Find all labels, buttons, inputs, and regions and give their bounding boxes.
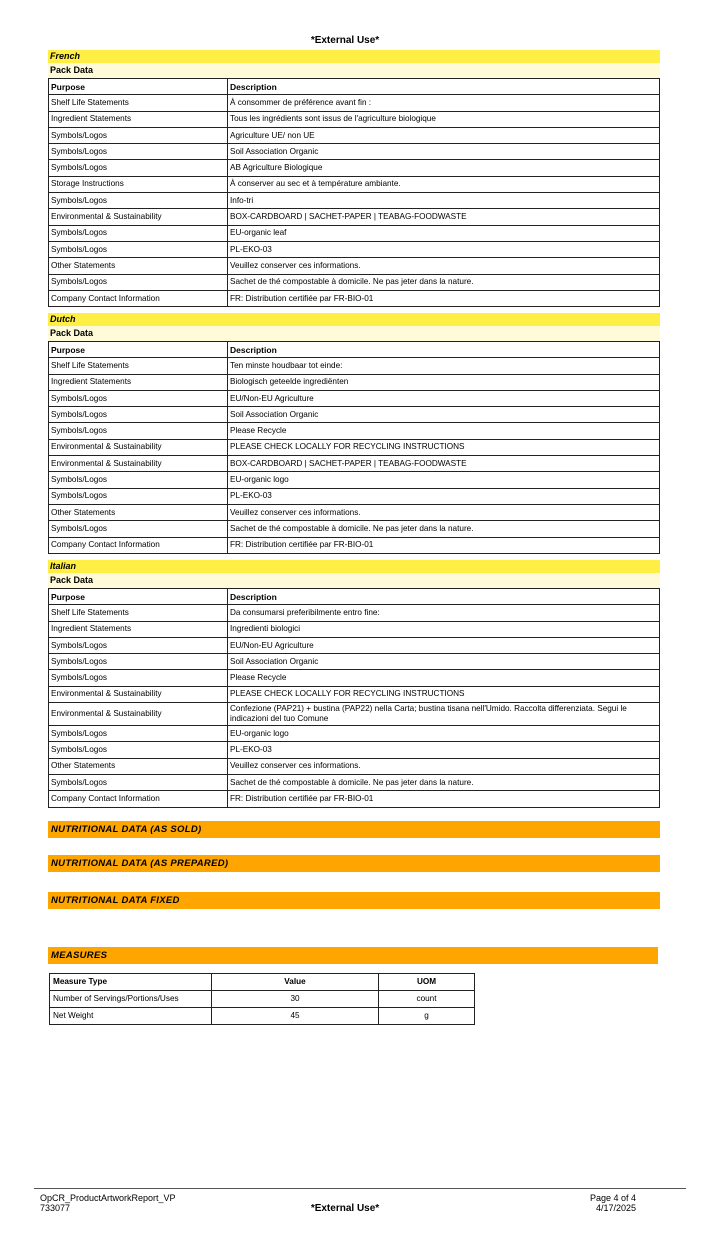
- table-row: [49, 605, 660, 621]
- purpose-header: Purpose: [49, 342, 228, 358]
- purpose-cell: Symbols/Logos: [49, 726, 228, 742]
- purpose-cell: Symbols/Logos: [49, 144, 228, 160]
- purpose-cell: Other Statements: [49, 258, 228, 274]
- pack-data-table: [48, 341, 660, 554]
- nutrition-fixed-header: NUTRITIONAL DATA FIXED: [48, 892, 660, 909]
- table-row: [49, 358, 660, 374]
- table-row: [49, 241, 660, 257]
- table-row: [49, 209, 660, 225]
- pack-data-table: [48, 588, 660, 808]
- footer-page-info: [590, 1193, 636, 1213]
- table-row: [49, 423, 660, 439]
- measure-value-cell: 30: [212, 991, 379, 1008]
- description-cell: Tous les ingrédients sont issus de l'agriculture biologique: [228, 111, 660, 127]
- table-row: [49, 670, 660, 686]
- description-cell: AB Agriculture Biologique: [228, 160, 660, 176]
- purpose-cell: Other Statements: [49, 758, 228, 774]
- measure-type-header: Measure Type: [50, 974, 212, 991]
- purpose-cell: Ingredient Statements: [49, 111, 228, 127]
- language-header: French: [48, 50, 660, 63]
- nutrition-as-sold-header: NUTRITIONAL DATA (AS SOLD): [48, 821, 660, 838]
- table-row: [49, 274, 660, 290]
- description-cell: Ingredienti biologici: [228, 621, 660, 637]
- purpose-cell: Symbols/Logos: [49, 637, 228, 653]
- purpose-cell: Ingredient Statements: [49, 621, 228, 637]
- uom-header: UOM: [379, 974, 475, 991]
- footer-banner: *External Use*: [310, 1203, 380, 1214]
- description-cell: EU-organic logo: [228, 472, 660, 488]
- description-cell: Please Recycle: [228, 670, 660, 686]
- measure-type-cell: Net Weight: [50, 1008, 212, 1025]
- description-cell: Ten minste houdbaar tot einde:: [228, 358, 660, 374]
- description-cell: EU/Non-EU Agriculture: [228, 637, 660, 653]
- description-cell: Agriculture UE/ non UE: [228, 127, 660, 143]
- purpose-cell: Symbols/Logos: [49, 472, 228, 488]
- purpose-cell: Symbols/Logos: [49, 670, 228, 686]
- report-name: OpCR_ProductArtworkReport_VP: [40, 1193, 176, 1203]
- description-cell: Veuillez conserver ces informations.: [228, 758, 660, 774]
- measures-row: [50, 991, 475, 1008]
- description-cell: Sachet de thé compostable à domicile. Ne pas jeter dans la nature.: [228, 274, 660, 290]
- table-row: [49, 160, 660, 176]
- description-cell: EU/Non-EU Agriculture: [228, 390, 660, 406]
- table-row: [49, 637, 660, 653]
- pack-data-label: Pack Data: [48, 573, 660, 588]
- value-header: Value: [212, 974, 379, 991]
- description-header: Description: [228, 342, 660, 358]
- purpose-cell: Symbols/Logos: [49, 241, 228, 257]
- description-cell: PL-EKO-03: [228, 241, 660, 257]
- purpose-cell: Symbols/Logos: [49, 274, 228, 290]
- description-header: Description: [228, 79, 660, 95]
- description-cell: Veuillez conserver ces informations.: [228, 258, 660, 274]
- description-cell: Biologisch geteelde ingrediënten: [228, 374, 660, 390]
- purpose-header: Purpose: [49, 589, 228, 605]
- top-banner: *External Use*: [310, 35, 380, 46]
- purpose-cell: Shelf Life Statements: [49, 95, 228, 111]
- language-header: Italian: [48, 560, 660, 573]
- description-cell: Soil Association Organic: [228, 407, 660, 423]
- purpose-cell: Symbols/Logos: [49, 742, 228, 758]
- description-cell: Confezione (PAP21) + bustina (PAP22) nella Carta; bustina tisana nell'Umido. Raccolta differenziata. Segui le indicazioni del tuo Comune: [228, 703, 660, 726]
- purpose-cell: Shelf Life Statements: [49, 605, 228, 621]
- pack-data-label: Pack Data: [48, 63, 660, 78]
- measures-header-row: [50, 974, 475, 991]
- description-cell: Sachet de thé compostable à domicile. Ne pas jeter dans la nature.: [228, 774, 660, 790]
- description-cell: Info-tri: [228, 193, 660, 209]
- table-row: [49, 176, 660, 192]
- table-row: [49, 726, 660, 742]
- measure-value-cell: 45: [212, 1008, 379, 1025]
- table-row: [49, 537, 660, 553]
- purpose-cell: Other Statements: [49, 504, 228, 520]
- table-row: [49, 374, 660, 390]
- page-number: Page 4 of 4: [589, 1193, 636, 1203]
- purpose-cell: Environmental & Sustainability: [49, 686, 228, 702]
- description-header: Description: [228, 589, 660, 605]
- table-row: [49, 95, 660, 111]
- table-row: [49, 791, 660, 807]
- table-row: [49, 504, 660, 520]
- table-row: [49, 456, 660, 472]
- pack-section-italian: [48, 560, 660, 808]
- table-row: [49, 439, 660, 455]
- purpose-cell: Company Contact Information: [49, 290, 228, 306]
- description-cell: PLEASE CHECK LOCALLY FOR RECYCLING INSTRUCTIONS: [228, 686, 660, 702]
- purpose-cell: Symbols/Logos: [49, 654, 228, 670]
- purpose-cell: Symbols/Logos: [49, 774, 228, 790]
- description-cell: BOX-CARDBOARD | SACHET-PAPER | TEABAG-FOODWASTE: [228, 209, 660, 225]
- table-row: [49, 193, 660, 209]
- description-cell: Please Recycle: [228, 423, 660, 439]
- measures-row: [50, 1008, 475, 1025]
- report-id: 733077: [40, 1203, 71, 1213]
- description-cell: PL-EKO-03: [228, 488, 660, 504]
- table-row: [49, 621, 660, 637]
- purpose-cell: Symbols/Logos: [49, 160, 228, 176]
- description-cell: Soil Association Organic: [228, 654, 660, 670]
- pack-section-dutch: [48, 313, 660, 554]
- table-row: [49, 742, 660, 758]
- purpose-cell: Symbols/Logos: [49, 193, 228, 209]
- table-row: [49, 488, 660, 504]
- report-date: 4/17/2025: [595, 1203, 636, 1213]
- table-row: [49, 686, 660, 702]
- measure-type-cell: Number of Servings/Portions/Uses: [50, 991, 212, 1008]
- footer-divider: [34, 1188, 686, 1189]
- description-cell: PLEASE CHECK LOCALLY FOR RECYCLING INSTRUCTIONS: [228, 439, 660, 455]
- description-cell: FR: Distribution certifiée par FR-BIO-01: [228, 791, 660, 807]
- purpose-cell: Environmental & Sustainability: [49, 439, 228, 455]
- description-cell: À consommer de préférence avant fin :: [228, 95, 660, 111]
- measures-table: [49, 973, 475, 1025]
- table-row: [49, 225, 660, 241]
- pack-data-table: [48, 78, 660, 307]
- purpose-cell: Symbols/Logos: [49, 390, 228, 406]
- purpose-cell: Symbols/Logos: [49, 127, 228, 143]
- description-cell: EU-organic leaf: [228, 225, 660, 241]
- purpose-cell: Storage Instructions: [49, 176, 228, 192]
- purpose-cell: Symbols/Logos: [49, 521, 228, 537]
- description-cell: Veuillez conserver ces informations.: [228, 504, 660, 520]
- measure-uom-cell: g: [379, 1008, 475, 1025]
- measures-header: MEASURES: [48, 947, 658, 964]
- table-row: [49, 144, 660, 160]
- table-header-row: [49, 589, 660, 605]
- table-row: [49, 654, 660, 670]
- purpose-cell: Company Contact Information: [49, 537, 228, 553]
- table-row: [49, 407, 660, 423]
- measure-uom-cell: count: [379, 991, 475, 1008]
- purpose-cell: Environmental & Sustainability: [49, 456, 228, 472]
- purpose-cell: Shelf Life Statements: [49, 358, 228, 374]
- purpose-cell: Symbols/Logos: [49, 488, 228, 504]
- purpose-cell: Ingredient Statements: [49, 374, 228, 390]
- table-row: [49, 290, 660, 306]
- purpose-cell: Symbols/Logos: [49, 407, 228, 423]
- table-row: [49, 472, 660, 488]
- table-row: [49, 390, 660, 406]
- description-cell: Soil Association Organic: [228, 144, 660, 160]
- language-header: Dutch: [48, 313, 660, 326]
- description-cell: FR: Distribution certifiée par FR-BIO-01: [228, 290, 660, 306]
- description-cell: Da consumarsi preferibilmente entro fine:: [228, 605, 660, 621]
- table-row: [49, 521, 660, 537]
- purpose-cell: Symbols/Logos: [49, 423, 228, 439]
- table-row: [49, 111, 660, 127]
- pack-data-label: Pack Data: [48, 326, 660, 341]
- purpose-cell: Environmental & Sustainability: [49, 703, 228, 726]
- pack-section-french: [48, 50, 660, 307]
- description-cell: EU-organic logo: [228, 726, 660, 742]
- table-row: [49, 774, 660, 790]
- description-cell: Sachet de thé compostable à domicile. Ne pas jeter dans la nature.: [228, 521, 660, 537]
- table-row: [49, 703, 660, 726]
- table-row: [49, 258, 660, 274]
- description-cell: BOX-CARDBOARD | SACHET-PAPER | TEABAG-FOODWASTE: [228, 456, 660, 472]
- purpose-cell: Company Contact Information: [49, 791, 228, 807]
- description-cell: PL-EKO-03: [228, 742, 660, 758]
- purpose-cell: Symbols/Logos: [49, 225, 228, 241]
- table-header-row: [49, 342, 660, 358]
- purpose-cell: Environmental & Sustainability: [49, 209, 228, 225]
- table-row: [49, 758, 660, 774]
- description-cell: À conserver au sec et à température ambiante.: [228, 176, 660, 192]
- table-row: [49, 127, 660, 143]
- table-header-row: [49, 79, 660, 95]
- nutrition-as-prepared-header: NUTRITIONAL DATA (AS PREPARED): [48, 855, 660, 872]
- purpose-header: Purpose: [49, 79, 228, 95]
- description-cell: FR: Distribution certifiée par FR-BIO-01: [228, 537, 660, 553]
